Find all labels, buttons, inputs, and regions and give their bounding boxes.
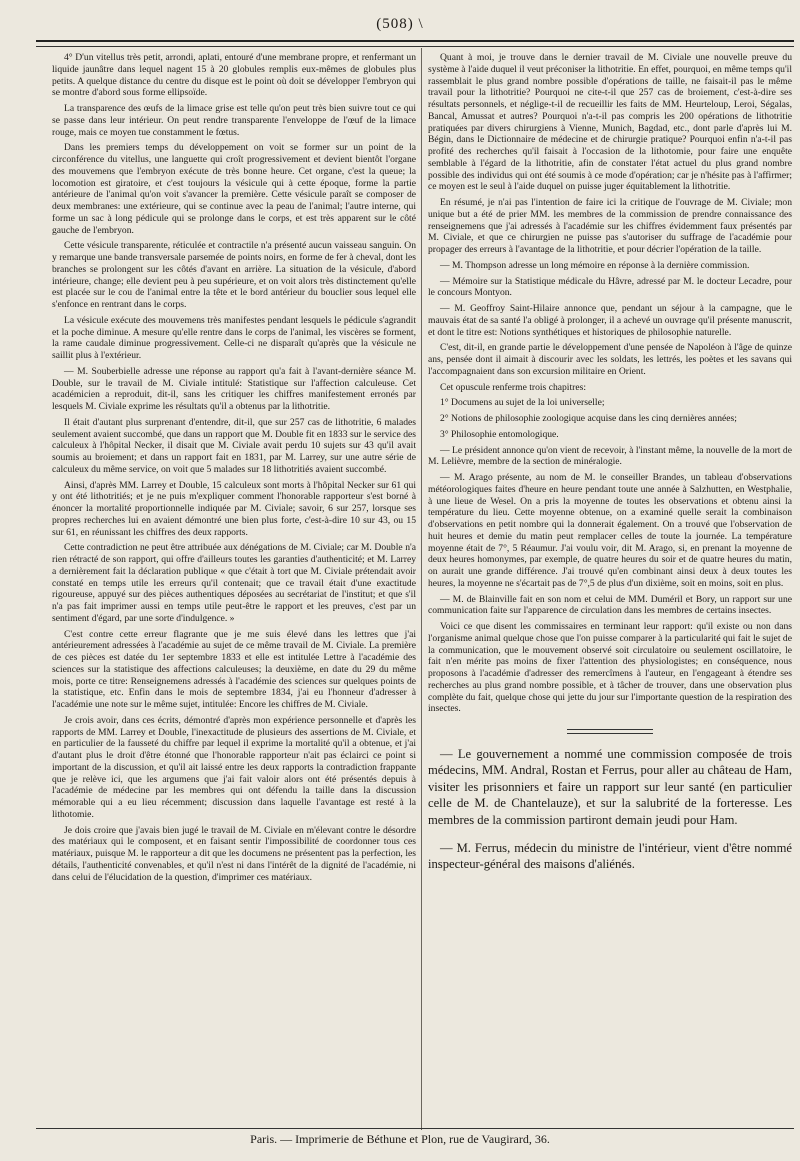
left-paragraph-6: — M. Souberbielle adresse une réponse au rapport qu'a fait à l'avant-dernière séance M. Double, sur le travail de M. Civiale intitulé: Statistique sur l'affection calculeuse. Cet académicien a reproduit, dit-il, sans les critiquer les chiffres manifestement erronés par lesquels M. Civiale exprime les résultats qu'il a obtenus par la lithotritie. bbox=[52, 365, 416, 412]
left-paragraph-4: Cette vésicule transparente, réticulée et contractile n'a présenté aucun vaisseau sanguin. On y remarque une bande transversale parsemée de points noirs, en forme de fer à cheval, dont les branches se prolongent sur les côtés d'avant en arrière. La situation de la vésicule, d'abord intérieure, change; elle devient peu à peu supérieure, et on voit alors très distinctement qu'elle est placée sur le cou de l'animal entre la tête et le bord antérieur du bouclier sous lequel elle s'enfonce en rentrant dans le corps. bbox=[52, 240, 416, 310]
left-paragraph-8: Ainsi, d'après MM. Larrey et Double, 15 calculeux sont morts à l'hôpital Necker sur 61 qui y ont été lithotritiés; et je ne puis m'expliquer comment l'honorable rapporteur s'est borné à énoncer la mortalité proportionnelle indiquée par M. Civiale; savoir, 6 sur 257, lorsque ses propres recherches lui en avaient démontré une bien plus forte, c'est-à-dire 10 sur 43, ou 15 sur 61, en réunissant les chiffres des deux rapports. bbox=[52, 479, 416, 538]
right-paragraph-5: — M. Geoffroy Saint-Hilaire annonce que, pendant un séjour à la campagne, que le mauvais état de sa santé l'a obligé à prolonger, il a achevé un ouvrage qu'il présente manuscrit, et dont le titre est: Notions synthétiques et historiques de philosophie naturelle. bbox=[428, 303, 792, 338]
right-column bbox=[428, 52, 792, 873]
right-paragraph-8: — Le président annonce qu'on vient de recevoir, à l'instant même, la nouvelle de la mort de M. Lelièvre, membre de la section de minéralogie. bbox=[428, 444, 792, 468]
page-number: (508) \ bbox=[376, 16, 424, 32]
left-paragraph-10: C'est contre cette erreur flagrante que je me suis élevé dans les lettres que j'ai antérieurement adressées à l'académie au sujet de ce même travail de M. Civiale. La première de ces pièces est datée du 1er septembre 1833 et elle est intitulée Lettre à l'académie des sciences sur la statistique des affections calculeuses; la deuxième, en date du 29 du même mois, porte ce titre: Renseignemens adressés à l'académie des sciences sur quelques points de la statistique, etc. Enfin dans le mois de septembre 1834, j'ai eu l'honneur d'adresser à l'académie une note sur le même sujet, intitulée: Encore les chiffres de M. Civiale. bbox=[52, 628, 416, 710]
left-paragraph-5: La vésicule exécute des mouvemens très manifestes pendant lesquels le pédicule s'agrandit et la poche diminue. A mesure qu'elle rentre dans le corps de l'animal, les viscères se forment, la rame caudale diminue progressivement. Celle-ci ne disparaît qu'après que la vésicule ne saillit plus à l'extérieur. bbox=[52, 314, 416, 361]
right-paragraph-10: — M. de Blainville fait en son nom et celui de MM. Duméril et Bory, un rapport sur une communication faite sur l'apparence de circulation dans les membres de certains insectes. bbox=[428, 593, 792, 617]
chapter-item-1: 1° Documens au sujet de la loi universelle; bbox=[440, 397, 605, 409]
right-paragraph-6: C'est, dit-il, en grande partie le développement d'une pensée de Napoléon à l'âge de quinze ans, pensée dont il aimait à discourir avec les soldats, les lettrés, les poètes et les savans qui l'accompagnaient dans son excursion militaire en Orient. bbox=[428, 342, 792, 377]
right-paragraph-2: En résumé, je n'ai pas l'intention de faire ici la critique de l'ouvrage de M. Civiale; mon unique but a été de prier MM. les membres de la commission de prendre connaissance des renseignemens que j'ai adressés à l'académie sur les chiffres évidemment faux présentés par M. Civiale, et que ce chirurgien ne puisse pas s'autoriser du suffrage de l'académie pour propager des erreurs à l'avantage de la lithotritie, et pour décrier l'opération de la taille. bbox=[428, 197, 792, 255]
left-paragraph-1: 4° D'un vitellus très petit, arrondi, aplati, entouré d'une membrane propre, et renfermant un liquide jaunâtre dans lequel nagent 15 à 20 globules remplis eux-mêmes de globules plus petits. A quelque distance du centre du disque est le point où doit se développer l'embryon qui se montre d'abord sous forme ellipsoïde. bbox=[52, 52, 416, 99]
left-paragraph-11: Je crois avoir, dans ces écrits, démontré d'après mon expérience personnelle et d'après les rapports de MM. Larrey et Double, l'inexactitude de plusieurs des assertions de M. Civiale, et en particulier de la fausseté du chiffre par lequel il exprime la mortalité qu'il a obtenue, et j'ai d'autant plus le droit d'être étonné que l'honorable rapporteur n'ait pas éclairci ce point si important de la discussion, et qu'il ait laissé entre les deux rapports la contradiction frappante que je relève ici, que les argumens que j'ai fait valoir alors ont été présentés depuis à l'académie de médecine par les membres qui ont défendu la taille dans la discussion mémorable qui a eu lieu récemment; discussion dans laquelle l'avantage est resté à la lithotomie. bbox=[52, 714, 416, 820]
right-paragraph-4: — Mémoire sur la Statistique médicale du Hâvre, adressé par M. le docteur Lecadre, pour le concours Montyon. bbox=[428, 275, 792, 299]
chapter-list bbox=[428, 397, 792, 440]
chapter-item-2: 2° Notions de philosophie zoologique acquise dans les cinq dernières années; bbox=[440, 413, 737, 424]
section-separator bbox=[567, 729, 653, 734]
news-item-2: — M. Ferrus, médecin du ministre de l'intérieur, vient d'être nommé inspecteur-général des maisons d'aliénés. bbox=[428, 841, 792, 872]
footer-rule bbox=[36, 1128, 794, 1129]
right-paragraph-3: — M. Thompson adresse un long mémoire en réponse à la dernière commission. bbox=[440, 259, 750, 271]
news-section bbox=[428, 746, 792, 873]
right-paragraph-7: Cet opuscule renferme trois chapitres: bbox=[440, 381, 586, 393]
left-paragraph-7: Il était d'autant plus surprenant d'entendre, dit-il, que sur 257 cas de lithotritie, 6 malades seulement avaient succombé, que dans un rapport que M. Double fit en 1833 sur le service des calculeux à l'hôpital Necker, il disait que M. Civiale avait perdu 10 sujets sur 43 qu'il avait soumis au broiement; et dans un rapport fait en 1831, par M. Larrey, sur une autre série de calculeux du même service, on voit que 5 malades sur 18 lithotritiés avaient succombé. bbox=[52, 416, 416, 475]
left-paragraph-12: Je dois croire que j'avais bien jugé le travail de M. Civiale en m'élevant contre le désordre des matériaux qui le composent, et en faisant sentir l'impossibilité de coordonner tous ces matériaux, puisque M. le rapporteur a dit que les documens ne présentent pas la perfection, les détails, l'authenticité convenables, et qu'il n'est ni dans l'intérêt de la dignité de l'académie, ni dans celui de l'élucidation de la question, d'imprimer ces matériaux. bbox=[52, 824, 416, 883]
right-paragraph-11: Voici ce que disent les commissaires en terminant leur rapport: qu'il existe ou non dans l'organisme animal quelque chose que l'on puisse comparer à la particularité qui fait le sujet de la communication, que le mouvement observé soit circulatoire ou seulement oscillatoire, le fait n'en mérite pas moins de fixer l'attention des physiologistes; en conséquence, nous proposons à l'académie d'adresser des remercîmens à l'auteur, en l'engageant à étendre ses recherches au plus grand nombre possible, et à tâcher de trouver, dans une observation plus complète du fait, quelque chose qui jette du jour sur l'importante question de la respiration des insectes. bbox=[428, 621, 792, 715]
news-item-1: — Le gouvernement a nommé une commission composée de trois médecins, MM. Andral, Rostan et Ferrus, pour aller au château de Ham, visiter les prisonniers et faire un rapport sur leur santé (en particulier celle de M. de Chantelauze), et sur la salubrité de la forteresse. Les membres de la commission partiront demain jeudi pour Ham. bbox=[428, 747, 792, 827]
imprint-footer: Paris. — Imprimerie de Béthune et Plon, rue de Vaugirard, 36. bbox=[250, 1132, 550, 1146]
column-divider bbox=[421, 48, 422, 1130]
left-column bbox=[52, 52, 416, 883]
chapter-item-3: 3° Philosophie entomologique. bbox=[440, 428, 559, 440]
right-paragraph-1: Quant à moi, je trouve dans le dernier travail de M. Civiale une nouvelle preuve du système à l'aide duquel il veut préconiser la lithotritie. En effet, pourquoi, en même temps qu'il rassemblait le plus grand nombre possible d'opérations de taille, ne faisait-il pas le même travail pour la lithotritie? Pourquoi ne cite-t-il que 257 cas de broiement, c'est-à-dire ses résultats personnels, et néglige-t-il de recueillir les faits de MM. Heurteloup, Leroi, Ségalas, Bancal, Amussat et autres? Pourquoi n'a-t-il pas compris les 200 opérations de lithotritie pratiquées par divers chirurgiens à Vienne, Munich, Bagdad, etc., dont parle d'après lui M. Bégin, dans le Dictionnaire de médecine et de chirurgie pratique? Pourquoi enfin n'a-t-il pas profité des recherches qu'il faisait à l'occasion de la lithotomie, pour faire une enquête semblable à l'égard de la lithotritie, afin de constater l'état actuel du plus grand nombre possible des individus qui ont été soumis à ce mode d'opération; car je n'hésite pas à l'affirmer; ce moyen est le seul à l'aide duquel on puisse juger équitablement la lithotritie. bbox=[428, 52, 793, 193]
header-rule bbox=[36, 40, 794, 47]
right-paragraph-9: — M. Arago présente, au nom de M. le conseiller Brandes, un tableau d'observations météorologiques faites d'heure en heure pendant toute une année à Salzhutten, en Westphalie, à une lieue de Wesel. On a pris la moyenne de toutes les observations et obtenu ainsi la température du lieu. Cette moyenne obtenue, on a examiné quelle serait la combinaison d'observations en petit nombre qui la donnerait également. On a trouvé que l'observation de huit heures et demie du matin peut remplacer celles de toute la journée. La température moyenne était de 7°, 5 Réaumur. J'ai voulu voir, dit M. Arago, si, en prenant la moyenne de deux heures homonymes, par exemple, de quatre heures du soir et de quatre heures du matin, on aurait une grande différence. J'ai trouvé qu'en combinant ainsi deux à deux toutes les heures, la moyenne ne s'écartait pas de 7°,5 de plus d'un dixième, soit en moins, soit en plus. bbox=[428, 472, 792, 589]
left-paragraph-3: Dans les premiers temps du développement on voit se former sur un point de la circonférence du vitellus, une languette qui croît progressivement et devient bientôt l'organe des mouvemens que l'embryon exécute de très bonne heure. Cet organe, c'est la queue; la locomotion est giratoire, et c'est toujours la vésicule qui à cette époque, forme la partie antérieure de l'animal qu'on voit s'avancer la première. Cette vésicule paraît se composer de deux membranes: une extérieure, qui se continue avec la peau de l'animal; l'autre interne, qui forme un sac à long pédicule qui se prolonge dans le corps, et est très apparent sur le côté gauche de l'embryon. bbox=[52, 142, 416, 236]
left-paragraph-9: Cette contradiction ne peut être attribuée aux dénégations de M. Civiale; car M. Double n'a rien rétracté de son rapport, qui offre d'ailleurs toutes les garanties d'authenticité; et M. Larrey a dernièrement fait la déclaration publique « que c'était à tort que M. Civiale prétendait avoir constaté en temps utile les erreurs qu'il contenait; que ce travail était d'une exactitude rigoureuse, appuyé sur des pièces authentiques déposées au secrétariat de l'institut; et que s'il n'a pas fait imprimer aussi en temps utile peut-être le rapport et les preuves, c'est par un sentiment d'égard, par une sorte d'indulgence. » bbox=[52, 542, 416, 624]
left-paragraph-2: La transparence des œufs de la limace grise est telle qu'on peut très bien suivre tout ce qui se passe dans leur intérieur. On peut rendre transparente l'enveloppe de l'œuf de la limace rouge, mais ce moyen tue constamment le fœtus. bbox=[52, 103, 416, 138]
